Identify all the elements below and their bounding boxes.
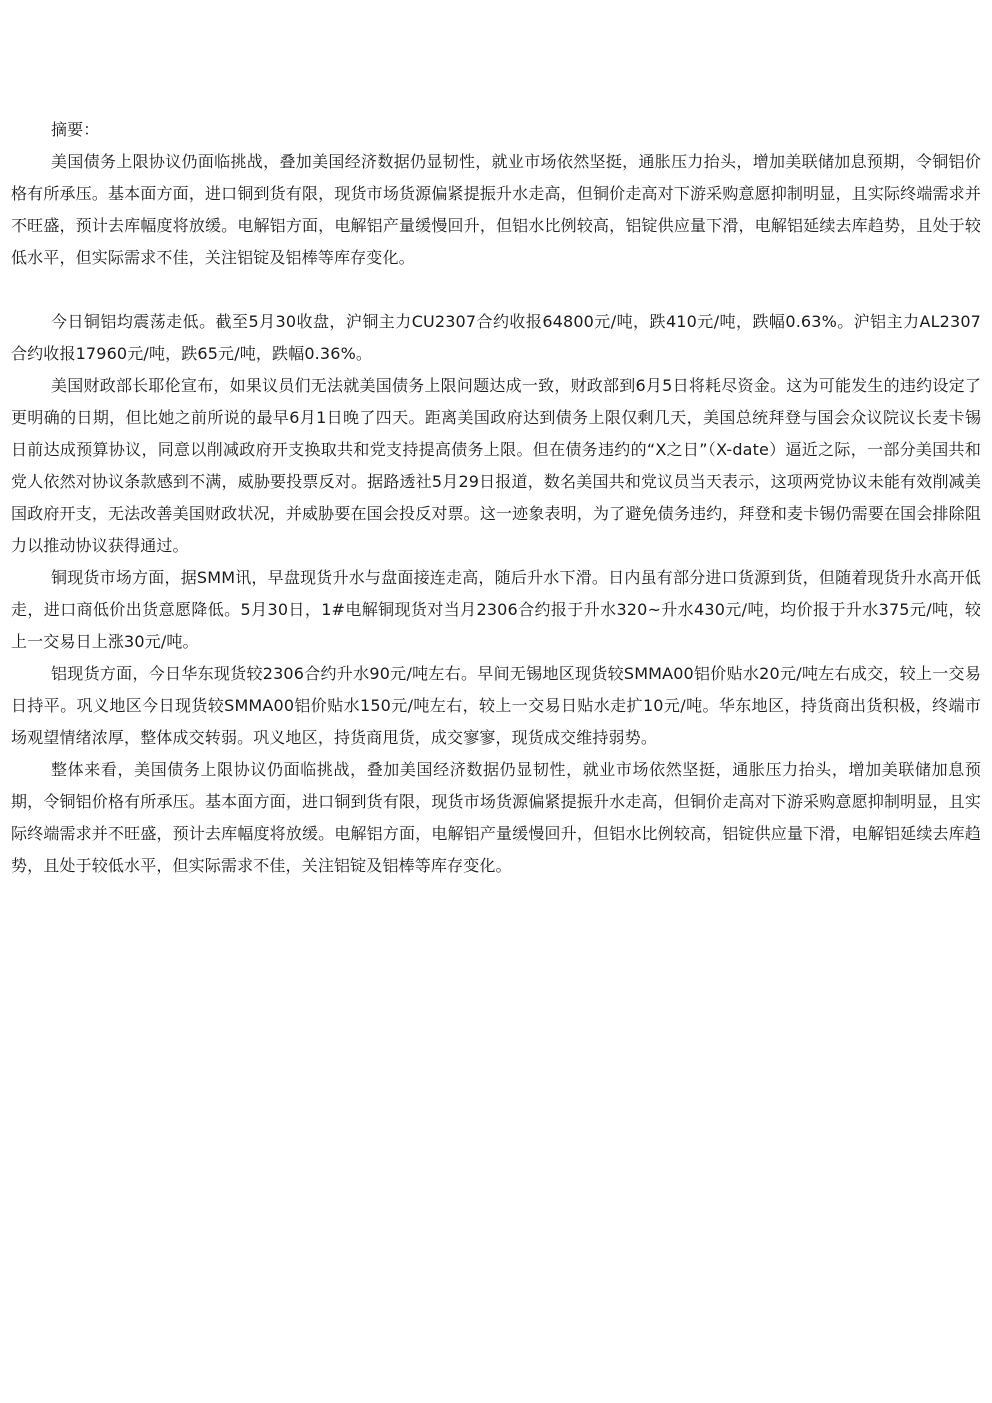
document-body [11, 114, 981, 882]
conclusion-paragraph: 整体来看，美国债务上限协议仍面临挑战，叠加美国经济数据仍显韧性，就业市场依然坚挺，通胀压力抬头，增加美联储加息预期，令铜铝价格有所承压。基本面方面，进口铜到货有限，现货市场货源偏紧提振升水走高，但铜价走高对下游采购意愿抑制明显，且实际终端需求并不旺盛，预计去库幅度将放缓。电解铝方面，电解铝产量缓慢回升，但铝水比例较高，铝锭供应量下滑，电解铝延续去库趋势，且处于较低水平，但实际需求不佳，关注铝锭及铝棒等库存变化。 [11, 760, 981, 875]
summary-paragraph: 美国债务上限协议仍面临挑战，叠加美国经济数据仍显韧性，就业市场依然坚挺，通胀压力抬头，增加美联储加息预期，令铜铝价格有所承压。基本面方面，进口铜到货有限，现货市场货源偏紧提振升水走高，但铜价走高对下游采购意愿抑制明显，且实际终端需求并不旺盛，预计去库幅度将放缓。电解铝方面，电解铝产量缓慢回升，但铝水比例较高，铝锭供应量下滑，电解铝延续去库趋势，且处于较低水平，但实际需求不佳，关注铝锭及铝棒等库存变化。 [11, 152, 981, 267]
summary-heading: 摘要： [51, 120, 100, 139]
debt-ceiling-paragraph: 美国财政部长耶伦宣布，如果议员们无法就美国债务上限问题达成一致，财政部到6月5日将耗尽资金。这为可能发生的违约设定了更明确的日期，但比她之前所说的最早6月1日晚了四天。距离美国政府达到债务上限仅剩几天，美国总统拜登与国会众议院议长麦卡锡日前达成预算协议，同意以削减政府开支换取共和党支持提高债务上限。但在债务违约的“X之日”（X-date）逼近之际，一部分美国共和党人依然对协议条款感到不满，威胁要投票反对。据路透社5月29日报道，数名美国共和党议员当天表示，这项两党协议未能有效削减美国政府开支，无法改善美国财政状况，并威胁要在国会投反对票。这一迹象表明，为了避免债务违约，拜登和麦卡锡仍需要在国会排除阻力以推动协议获得通过。 [11, 376, 981, 555]
aluminum-spot-paragraph: 铝现货方面，今日华东现货较2306合约升水90元/吨左右。早间无锡地区现货较SMMA00铝价贴水20元/吨左右成交，较上一交易日持平。巩义地区今日现货较SMMA00铝价贴水150元/吨左右，较上一交易日贴水走扩10元/吨。华东地区，持货商出货积极，终端市场观望情绪浓厚，整体成交转弱。巩义地区，持货商甩货，成交寥寥，现货成交维持弱势。 [11, 664, 981, 747]
copper-spot-paragraph: 铜现货市场方面，据SMM讯，早盘现货升水与盘面接连走高，随后升水下滑。日内虽有部分进口货源到货，但随着现货升水高开低走，进口商低价出货意愿降低。5月30日，1#电解铜现货对当月2306合约报于升水320~升水430元/吨，均价报于升水375元/吨，较上一交易日上涨30元/吨。 [11, 568, 981, 651]
paragraph-spacer [11, 274, 981, 306]
market-close-paragraph: 今日铜铝均震荡走低。截至5月30收盘，沪铜主力CU2307合约收报64800元/吨，跌410元/吨，跌幅0.63%。沪铝主力AL2307合约收报17960元/吨，跌65元/吨，跌幅0.36%。 [11, 312, 981, 363]
